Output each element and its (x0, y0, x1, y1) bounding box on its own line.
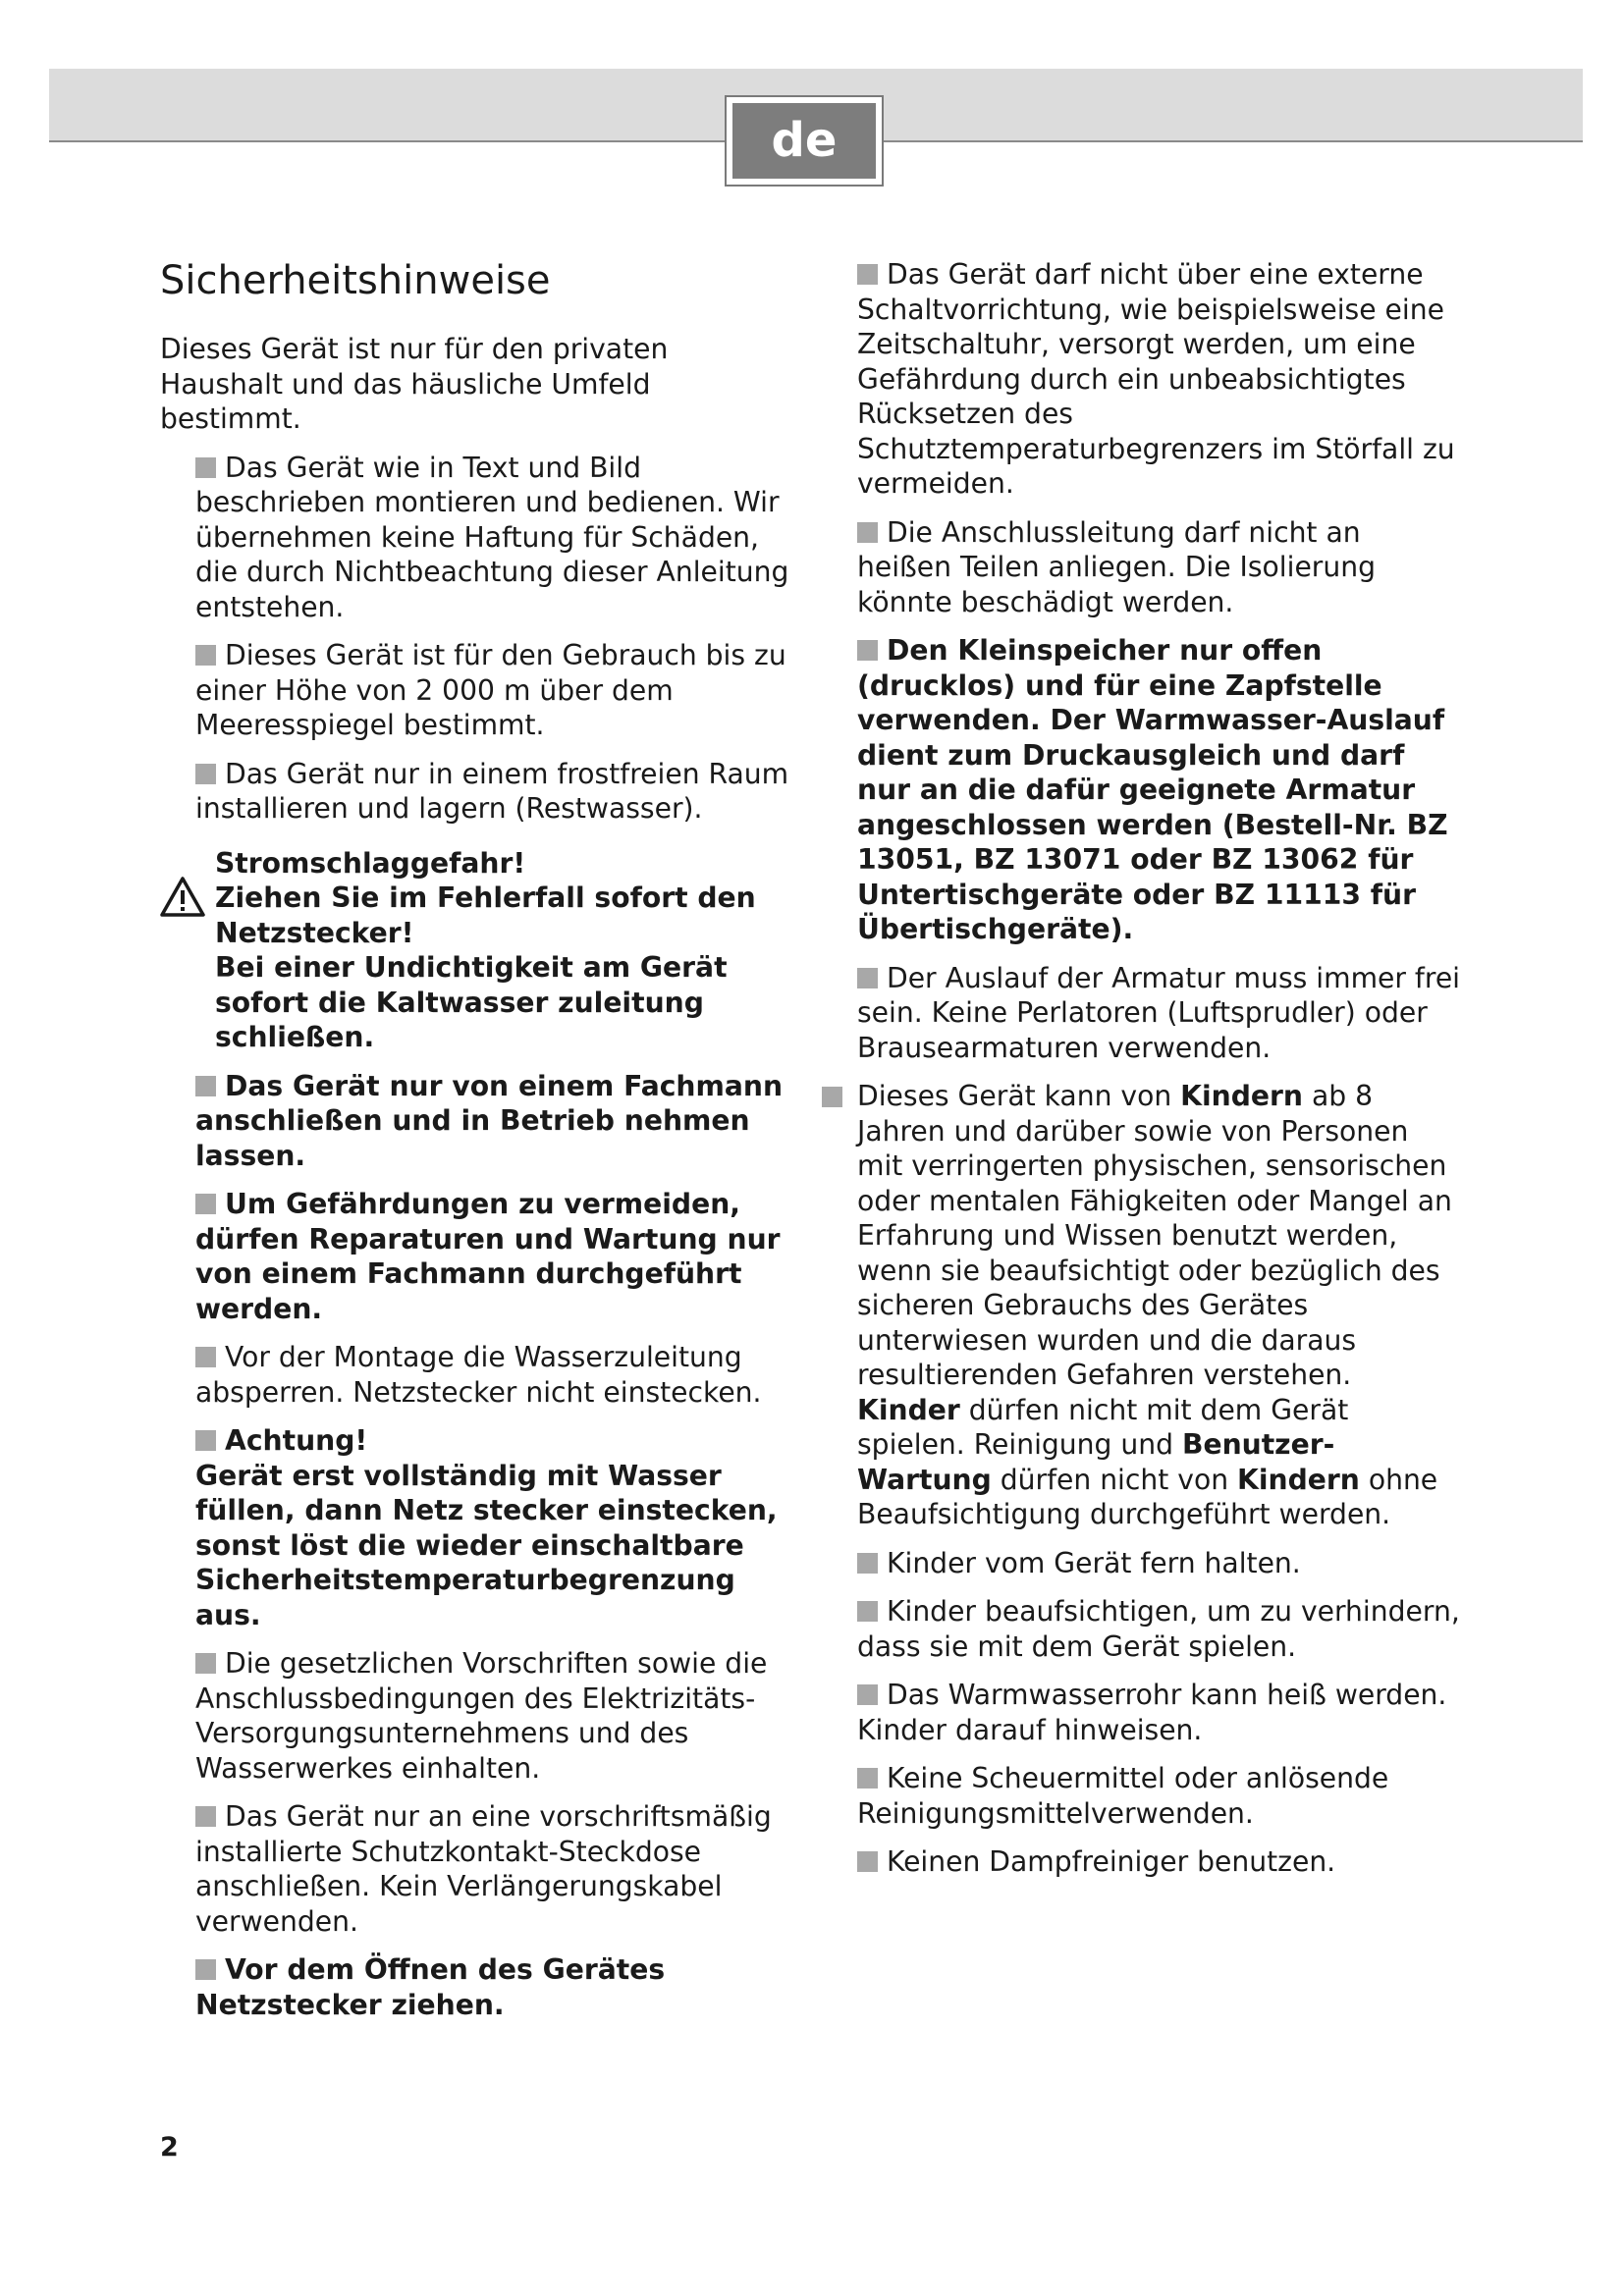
bullet-square-icon (857, 264, 878, 285)
list-item: Das Gerät nur an eine vorschriftsmäßig installierte Schutzkontakt-Steckdose anschließen. Kein Verlängerungskabel verwenden. (195, 1800, 772, 1938)
bullet-square-icon (195, 645, 216, 666)
language-badge (725, 95, 884, 187)
item-list-2 (195, 1069, 798, 2023)
list-item: Vor dem Öffnen des Gerätes Netzstecker ziehen. (195, 1953, 666, 2021)
bullet-square-icon (857, 968, 878, 988)
page-number: 2 (160, 2132, 179, 2163)
list-item: Der Auslauf der Armatur muss immer frei sein. Keine Perlatoren (Luftsprudler) oder Brausearmaturen verwenden. (857, 961, 1460, 1064)
left-column (160, 257, 798, 2036)
intro-text: Dieses Gerät ist nur für den privaten Haushalt und das häusliche Umfeld bestimmt. (160, 333, 669, 435)
item-list-1 (195, 451, 798, 827)
warning-triangle-icon (160, 876, 205, 917)
children-safety-item: Dieses Gerät kann von Kindern ab 8 Jahren und darüber sowie von Personen mit verringerten physischen, sensorischen oder mentalen Fähigkeiten oder Mangel an Erfahrung und Wissen benutzt werden, wenn sie beaufsichtigt oder bezüglich des sicheren Gebrauchs des Gerätes unterwiesen wurden und die daraus resultierenden Gefahren verstehen. Kinder dürfen nicht mit dem Gerät spielen. Reinigung und Benutzer-Wartung dürfen nicht von Kindern ohne Beaufsichtigung durchgeführt werden. (857, 1079, 1461, 1532)
list-item: Vor der Montage die Wasserzuleitung absperren. Netzstecker nicht einstecken. (195, 1341, 762, 1409)
bullet-square-icon (857, 1851, 878, 1872)
bullet-square-icon (195, 1653, 216, 1674)
bullet-square-icon (857, 1768, 878, 1789)
bullet-square-icon (195, 1194, 216, 1214)
list-item: Kinder vom Gerät fern halten. (857, 1546, 1461, 1581)
bullet-square-icon (822, 1087, 842, 1107)
list-item: Das Gerät wie in Text und Bild beschrieben montieren und bedienen. Wir übernehmen keine Haftung für Schäden, die durch Nichtbeachtung dieser Anleitung entstehen. (195, 451, 789, 623)
list-item: Um Gefährdungen zu vermeiden, dürfen Reparaturen und Wartung nur von einem Fachmann durchgeführt werden. (195, 1188, 781, 1325)
bullet-square-icon (857, 522, 878, 543)
warning-line: Ziehen Sie im Fehlerfall sofort den Netzstecker! (215, 881, 756, 949)
list-item: Die Anschlussleitung darf nicht an heißen Teilen anliegen. Die Isolierung könnte beschädigt werden. (857, 515, 1377, 618)
list-item: Das Gerät nur in einem frostfreien Raum installieren und lagern (Restwasser). (195, 757, 789, 825)
list-item: Die gesetzlichen Vorschriften sowie die Anschlussbedingungen des Elektrizitäts-Versorgungsunternehmens und des Wasserwerkes einhalten. (195, 1647, 768, 1785)
list-item: Keinen Dampfreiniger benutzen. (857, 1844, 1461, 1880)
list-item: Kinder beaufsichtigen, um zu verhindern, dass sie mit dem Gerät spielen. (857, 1595, 1460, 1663)
electric-shock-warning (160, 846, 798, 1055)
bullet-square-icon (195, 1806, 216, 1827)
language-code: de (732, 103, 876, 179)
bullet-square-icon (857, 1553, 878, 1574)
bullet-square-icon (857, 640, 878, 661)
bullet-square-icon (195, 1076, 216, 1096)
bullet-square-icon (857, 1684, 878, 1705)
list-item: Keine Scheuermittel oder anlösende Reinigungsmittelverwenden. (857, 1762, 1389, 1830)
list-item: Das Gerät darf nicht über eine externe Schaltvorrichtung, wie beispielsweise eine Zeitschaltuhr, versorgt werden, um eine Gefährdung durch ein unbeabsichtigtes Rücksetzen des Schutztemperaturbegrenzers im Störfall zu vermeiden. (857, 258, 1455, 500)
achtung-notice: Achtung! Gerät erst vollständig mit Wasser füllen, dann Netz stecker einstecken, sonst löst die wieder einschaltbare Sicherheitstemperaturbegrenzung aus. (195, 1424, 778, 1631)
warning-line: Stromschlaggefahr! (215, 846, 526, 880)
list-item: Den Kleinspeicher nur offen (drucklos) und für eine Zapfstelle verwenden. Der Warmwasser-Auslauf dient zum Druckausgleich und darf nur an die dafür geeignete Armatur angeschlossen werden (Bestell-Nr. BZ 13051, BZ 13071 oder BZ 13062 für Untertischgeräte oder BZ 11113 für Übertischgeräte). (857, 634, 1448, 945)
bullet-square-icon (195, 1430, 216, 1451)
right-column (857, 257, 1461, 1894)
bullet-square-icon (195, 1959, 216, 1980)
bullet-square-icon (195, 764, 216, 784)
list-item: Das Warmwasserrohr kann heiß werden. Kinder darauf hinweisen. (857, 1679, 1447, 1746)
list-item: Dieses Gerät ist für den Gebrauch bis zu einer Höhe von 2 000 m über dem Meeresspiegel bestimmt. (195, 639, 786, 741)
warning-line: Bei einer Undichtigkeit am Gerät sofort die Kaltwasser zuleitung schließen. (215, 951, 728, 1053)
bullet-square-icon (857, 1601, 878, 1622)
page-title: Sicherheitshinweise (160, 258, 551, 303)
bullet-square-icon (195, 1347, 216, 1367)
bullet-square-icon (195, 457, 216, 478)
list-item: Das Gerät nur von einem Fachmann anschließen und in Betrieb nehmen lassen. (195, 1069, 784, 1172)
